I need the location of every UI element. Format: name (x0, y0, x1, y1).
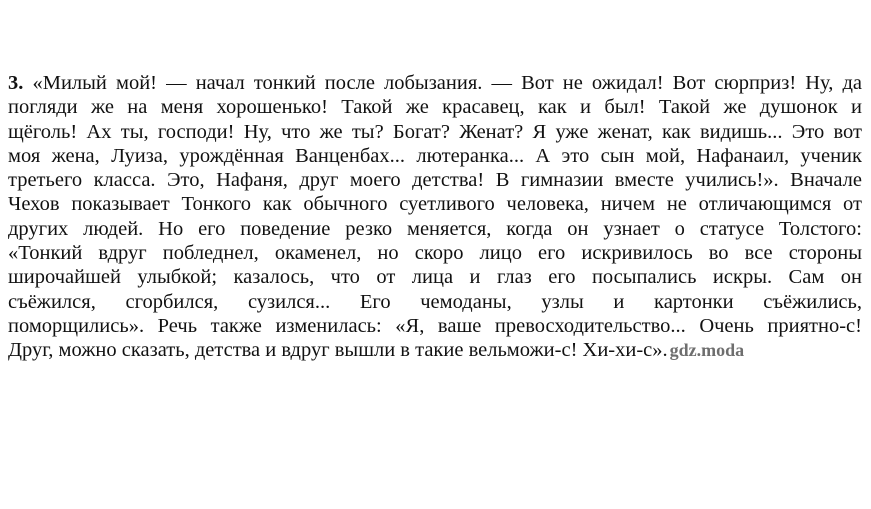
text-line: Чехов показывает Тонкого как обычного суетливого человека, ничем не отличающимся от (8, 193, 862, 216)
text-line: других людей. Но его поведение резко меняется, когда он узнает о статусе Толстого: (8, 217, 862, 240)
text-line: погляди же на меня хорошенько! Такой же красавец, как и был! Такой же душонок и (8, 96, 862, 119)
answer-paragraph (8, 71, 862, 363)
text-line: широчайшей улыбкой; казалось, что от лица и глаз его посыпались искры. Сам он (8, 266, 862, 289)
watermark: gdz.moda (669, 340, 745, 361)
text-line-content: «Милый мой! — начал тонкий после лобызания. — Вот не ожидал! Вот сюрприз! Ну, да (32, 72, 862, 94)
text-line: щёголь! Ах ты, господи! Ну, что же ты? Богат? Женат? Я уже женат, как видишь... Это вот (8, 120, 862, 143)
text-line (8, 71, 862, 95)
text-line: третьего класса. Это, Нафаня, друг моего детства! В гимназии вместе учились!». Вначале (8, 169, 862, 192)
text-line: съёжился, сгорбился, сузился... Его чемоданы, узлы и картонки съёжились, (8, 290, 862, 313)
text-line: «Тонкий вдруг побледнел, окаменел, но скоро лицо его искривилось во все стороны (8, 242, 862, 265)
text-line-content: Друг, можно сказать, детства и вдруг вышли в такие вельможи-с! Хи-хи-с». (8, 339, 668, 362)
task-number: 3. (8, 72, 24, 94)
text-line: поморщились». Речь также изменилась: «Я, ваше превосходительство... Очень приятно-с! (8, 314, 862, 337)
text-line: моя жена, Луиза, урождённая Ванценбах... лютеранка... А это сын мой, Нафанаил, ученик (8, 144, 862, 167)
text-line (8, 338, 862, 362)
